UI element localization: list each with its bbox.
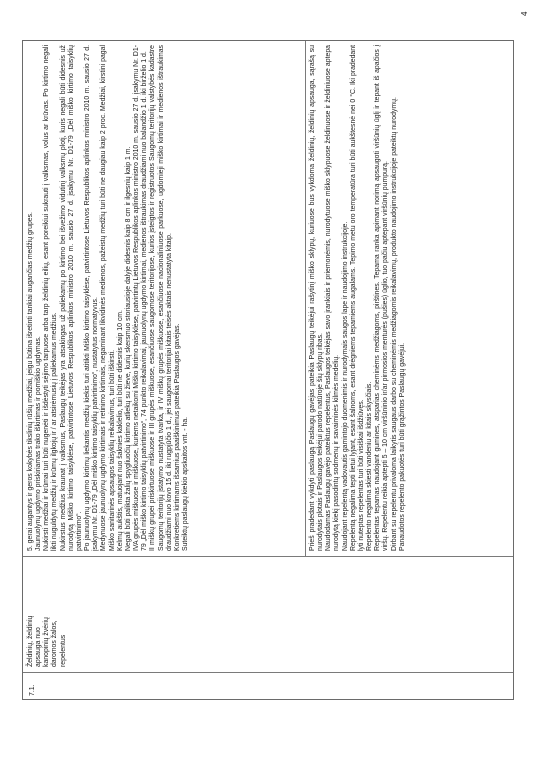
paragraph: II miškų grupei priskirtuose miškuose ir III grupės miškuose, esančiuose saugomose teritorijose, kurios įsteigtos ir registruotos Saugomų teritorijų valstybės kadastre Saugomų teritorijų įstatymo nustatyta tvarka, ir IV miškų grupės miškuose, esančiuose nacionaliniuose parkuose, ugdomieji miško kirtimai ir medienos ištraukimas draudžiami nuo kovo 15 d. iki rugpjūčio 1 d., jei saugomai teritorijai kitais teisės aktais nenustatyta kitaip.: [149, 45, 173, 551]
paragraph: Negali būti palikta žalių spygliuočių kirtimo atliekų su žieve, kurių skersmuo storiausioje dalyje didesnis kaip 8 cm ir ilgesnių kaip 1 m.: [124, 146, 132, 551]
paragraph: Jaunuolynų ugdymo priskiriamas trako iškirtimas ir pomiškio ugdymas.: [35, 336, 43, 551]
row-topic: Želdinių, želdinių apsauga nuo kanopinių žvėrių daromos žalos, repelentus: [27, 615, 67, 667]
thinning-requirements-cell: [27, 45, 190, 551]
column-divider: [23, 556, 513, 557]
paragraph: Konkretiems kirtimams išsamius paaiškinimus pateikia Paslaugos gavėjas.: [173, 323, 181, 551]
rotated-table-container: [22, 40, 514, 700]
paragraph: Dirbant su repelentu privaloma laikytis saugaus darbo su cheminėmis medžiagomis reikalavimų, produkto naudojimo instrukcijoje pateiktų nurodymų.: [390, 97, 398, 551]
paragraph: Naudodamas Paslaugų gavėjo pateiktus repelentus, Paslaugos teikėjas savo įrankiais ir priemonėmis, nurodytuose miško sklypuose želdinuose ir želdiniuose aptepa nurodytą kiekį pasodintų sodmenų ir savaiminės kilmės medelių.: [325, 45, 341, 551]
paragraph: Naudojant repelentą vadovautis gamintojo duomenimis ir nurodymais saugos lape ir naudojimo instrukcijoje.: [341, 221, 349, 551]
paragraph: 5. gerai augantys ir geros kokybės tikslinių rūšių medžiai, jeigu būtina išretinti tankiai augančias medžių grupes.: [27, 212, 34, 551]
paragraph: Kelmų aukštis, matuojant nuo šaknies kaklelio, turi būti ne didesnis kaip 10 cm.: [116, 310, 124, 551]
paragraph: Prieš pradedant vykdyti paslaugą Paslaugų gavėjas pateikia Paslaugų teikėjui rašytinį miško sklypų, kuriuose bus vykdoma želdinių, želdinių apsauga, sąrašą su nurodytais plotais ir Paslaugos teikėjui parodo natūroje šių sklypų ribas.: [309, 45, 325, 551]
paragraph: Nukirstus medžius kraunat į valksmus, Paslaugų teikėjas yra atsakingas už paliekamų po kirtimo bei išvežimo vidutinį valksmų plotį, kuris negali būti didesnis už nurodytą Miško kirtimo taisyklėse, patvirtintose Lietuvos Respublikos aplinkos ministro 2010 m. sausio 27 d. įsakymu Nr. D1-79 „Dėl miško kirtimo taisyklių patvirtinimo“.: [59, 45, 83, 551]
paragraph: Panaudotos repelento pakuotės turi būti grąžintos Paslaugų gavėjui.: [398, 342, 406, 551]
row-number: 7.1.: [29, 684, 36, 696]
requirements-table: [22, 40, 514, 700]
page-number: 4: [520, 11, 529, 16]
paragraph: Repelentas tepamas naudojant gumines, atsparias cheminėms medžiagoms, pirštines. Tepama ranka apimant norimą apsaugoti viršūnių ūglį ir tepant iš apačios į viršų. Repelentu reikia aptepti 5 – 10 cm viršūninio ir/ar pirmosios menturės (pušies) ūglio, tuo pačiu aptepant viršūnių pumpurą.: [374, 45, 390, 551]
paragraph: Nukirsti medžiai ir krūmai turi būti nugenėti ir išdėstyti sėjimo tarpuose arba tarp želdinių eilių, esant poreikiui sukrauti į valksmas, volus ar krūvas. Po kirtimo negali likti nuguldytų medžių ir krūmų ilgkojų ir / ar atsirėmusių į paliekamus medžius.: [43, 45, 59, 551]
paragraph: Po jaunuolynų ugdymo kirtimų liekantis medžių kiekis turi atitikti Miško kirtimo taisyklėse, patvirtintose Lietuvos Respublikos aplinkos ministro 2010 m. sausio 27 d. įsakymu Nr. D1-79 „Dėl miško kirtimo taisyklių patvirtinimo“, nustatytus normatyvus.: [84, 45, 100, 551]
paragraph: Medynuose jaunuolynų ugdymo kirtimais ir retinimo kirtimais, negaminant likvidinės medienos, pažeistų medžių turi būti ne daugiau kaip 2 proc. Medžiai, kirstini pagal Miško sanitarinės apsaugos taisyklių reikalavimus, turi būti iškirsti.: [100, 45, 116, 551]
row-divider: [305, 41, 306, 557]
repellent-requirements-cell: [309, 45, 407, 551]
paragraph: Repelento negalima skiesti vandeniu ar kitais skysčiais.: [366, 381, 374, 551]
paragraph: Repelentą negalima tepti lietui lyjant, esant šalnoms, esant drėgniems tepamiems augalams. Tepimo metu oro temperatūra turi būti aukštesnė nei 0 °C. Iki pradedant lyti nuteptas repelentas turi būti visiškai išdžiūvęs.: [349, 45, 365, 551]
column-divider: [23, 672, 513, 673]
paragraph: Suteiktų paslaugų kiekio apskaitos vnt. - ha.: [181, 416, 189, 551]
paragraph: IVA grupės miškuose ir miškuose, kuriems netaikomi Miško kirtimo taisyklėse, patvirtintų Lietuvos Respublikos aplinkos ministro 2010 m. sausio 27 d. įsakymu Nr. D1-79 „Dėl miško kirtimo taisyklių patvirtinimo“, 74 punkto reikalavimai, jaunuolynų ugdymo kirtimai, medienos ištraukimas draudžiami nuo balandžio 1 d. iki birželio 1 d.: [133, 45, 149, 551]
